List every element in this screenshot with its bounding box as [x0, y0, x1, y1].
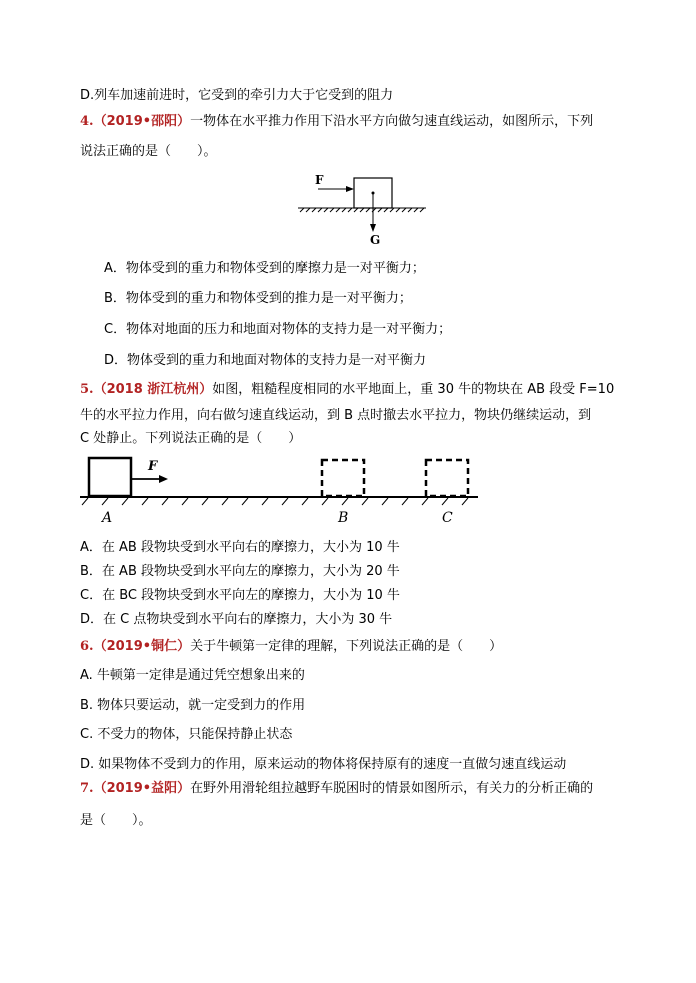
block-at-c	[426, 460, 468, 496]
q5-source: （2018 浙江杭州）	[93, 382, 213, 397]
q7-number: 7.	[80, 781, 94, 796]
q7-stem-line2: 是（ ）。	[80, 813, 152, 828]
ground-hatching	[82, 498, 468, 505]
block-at-b	[322, 460, 364, 496]
q4-source: （2019•邵阳）	[93, 114, 191, 129]
point-label-a: A	[102, 510, 113, 526]
q4-figure	[290, 168, 440, 250]
q4-option-c: C．物体对地面的压力和地面对物体的支持力是一对平衡力；	[104, 322, 452, 337]
q6-option-b: B. 物体只要运动，就一定受到力的作用	[80, 698, 306, 713]
q5-option-c: C．在 BC 段物块受到水平向左的摩擦力，大小为 10 牛	[80, 588, 400, 603]
gravity-label-g: G	[370, 233, 381, 247]
q6-option-d: D. 如果物体不受到力的作用，原来运动的物体将保持原有的速度一直做匀速直线运动	[80, 757, 567, 772]
q7-stem	[80, 780, 593, 798]
q6-number: 6.	[80, 639, 94, 654]
ground-hatching	[298, 208, 426, 212]
q6-stem	[80, 638, 502, 656]
q4-stem-line1: 一物体在水平推力作用下沿水平方向做匀速直线运动，如图所示，下列	[190, 114, 594, 129]
block-at-a	[89, 458, 131, 496]
q6-option-a: A. 牛顿第一定律是通过凭空想象出来的	[80, 668, 305, 683]
gravity-arrow	[370, 193, 376, 232]
q7-stem-line1: 在野外用滑轮组拉越野车脱困时的情景如图所示，有关力的分析正确的	[190, 781, 594, 796]
q6-source: （2019•铜仁）	[93, 639, 191, 654]
q7-source: （2019•益阳）	[93, 781, 191, 796]
q4-option-a: A．物体受到的重力和物体受到的摩擦力是一对平衡力；	[104, 261, 425, 276]
point-label-b: B	[338, 510, 349, 526]
q4-number: 4.	[80, 114, 94, 129]
q4-option-d: D．物体受到的重力和地面对物体的支持力是一对平衡力	[104, 353, 427, 368]
q5-option-b: B．在 AB 段物块受到水平向左的摩擦力，大小为 20 牛	[80, 564, 400, 579]
q4-stem	[80, 113, 593, 131]
q5-stem	[80, 381, 614, 399]
q5-option-d: D．在 C 点物块受到水平向右的摩擦力，大小为 30 牛	[80, 612, 393, 627]
force-label-f: F	[148, 459, 158, 474]
pull-force-arrow	[131, 475, 168, 483]
q5-stem-line3: C 处静止。下列说法正确的是（ ）	[80, 431, 302, 446]
q5-stem-line2: 牛的水平拉力作用，向右做匀速直线运动，到 B 点时撤去水平拉力，物块仍继续运动，到	[80, 408, 592, 423]
q6-stem-text: 关于牛顿第一定律的理解，下列说法正确的是（ ）	[190, 639, 503, 654]
q5-option-a: A．在 AB 段物块受到水平向右的摩擦力，大小为 10 牛	[80, 540, 400, 555]
q3-option-d: D.列车加速前进时，它受到的牵引力大于它受到的阻力	[80, 88, 394, 103]
q5-stem-line1: 如图，粗糙程度相同的水平地面上，重 30 牛的物块在 AB 段受 F=10	[212, 382, 615, 397]
q5-figure	[76, 454, 496, 530]
point-label-c: C	[442, 510, 453, 526]
q4-stem-line2: 说法正确的是（ ）。	[80, 144, 217, 159]
q6-option-c: C. 不受力的物体，只能保持静止状态	[80, 727, 293, 742]
q5-number: 5.	[80, 382, 94, 397]
force-label-f: F	[315, 173, 324, 187]
q4-option-b: B．物体受到的重力和物体受到的推力是一对平衡力；	[104, 291, 412, 306]
